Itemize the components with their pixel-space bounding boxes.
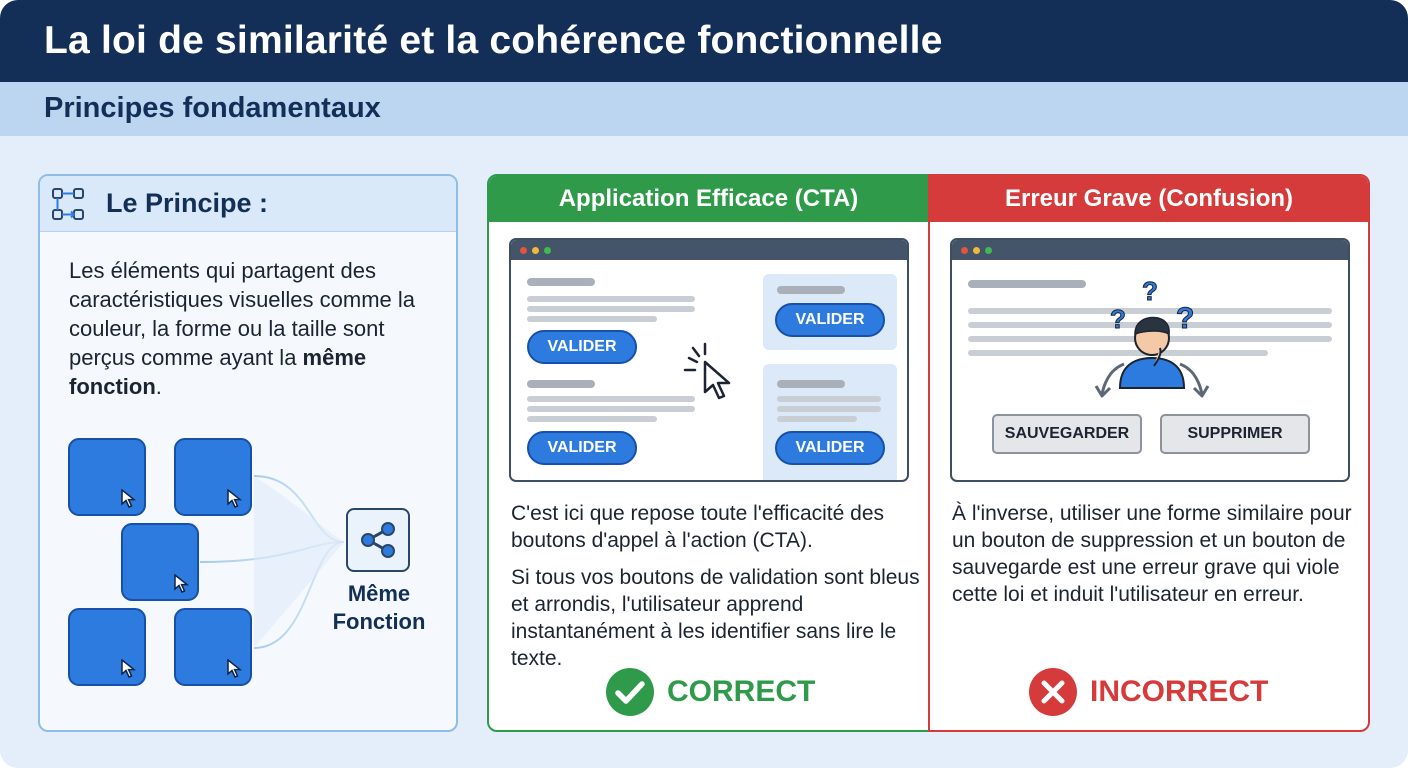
correct-paragraph-2: Si tous vos boutons de validation sont bleus et arrondis, l'utilisateur apprend instantanément à les identifier sans lire le texte. xyxy=(511,566,920,670)
blue-square xyxy=(68,608,146,686)
browser-titlebar xyxy=(952,240,1348,260)
correct-header: Application Efficace (CTA) xyxy=(489,176,928,222)
text-placeholder xyxy=(527,306,695,312)
text-placeholder xyxy=(527,278,595,286)
close-dot xyxy=(520,247,527,254)
blue-square xyxy=(174,438,252,516)
correct-paragraph-1: C'est ici que repose toute l'efficacité des boutons d'appel à l'action (CTA). xyxy=(511,502,885,552)
cursor-icon xyxy=(120,489,138,509)
delete-button[interactable]: SUPPRIMER xyxy=(1160,414,1310,454)
page-subtitle: Principes fondamentaux xyxy=(44,92,381,124)
correct-verdict xyxy=(605,666,815,718)
browser-titlebar xyxy=(511,240,907,260)
title-bar xyxy=(0,0,1408,82)
page-title: La loi de similarité et la cohérence fonctionnelle xyxy=(44,19,943,62)
cursor-icon xyxy=(120,659,138,679)
blue-square xyxy=(121,523,199,601)
principle-title: Le Principe : xyxy=(106,188,269,218)
question-mark: ? xyxy=(1176,302,1195,335)
click-cursor-icon xyxy=(681,340,747,406)
cursor-icon xyxy=(226,489,244,509)
incorrect-column xyxy=(928,174,1370,732)
close-dot xyxy=(961,247,968,254)
same-function-label: Même Fonction xyxy=(332,581,426,634)
incorrect-label: INCORRECT xyxy=(1090,675,1269,708)
question-mark: ? xyxy=(1110,304,1126,334)
browser-mockup-correct xyxy=(509,238,909,482)
browser-mockup-incorrect xyxy=(950,238,1350,482)
principle-card xyxy=(38,174,458,732)
blue-square xyxy=(174,608,252,686)
cursor-icon xyxy=(226,659,244,679)
subtitle-bar xyxy=(0,82,1408,136)
save-button[interactable]: SAUVEGARDER xyxy=(992,414,1142,454)
principle-text-bold: même fonction xyxy=(69,345,367,399)
correct-column xyxy=(487,174,930,732)
text-placeholder xyxy=(527,316,657,322)
share-icon xyxy=(348,510,408,570)
maximize-dot xyxy=(544,247,551,254)
confused-user-icon xyxy=(1062,268,1242,418)
minimize-dot xyxy=(532,247,539,254)
validate-button[interactable]: VALIDER xyxy=(775,303,885,337)
maximize-dot xyxy=(985,247,992,254)
text-placeholder xyxy=(527,406,695,412)
text-placeholder xyxy=(527,380,595,388)
check-icon xyxy=(605,667,655,717)
principle-text: Les éléments qui partagent des caractéristiques visuelles comme la couleur, la forme ou la taille sont perçus comme ayant la même fonction. xyxy=(69,258,416,399)
text-placeholder xyxy=(777,380,845,388)
question-mark: ? xyxy=(1142,276,1158,306)
minimize-dot xyxy=(973,247,980,254)
text-placeholder xyxy=(777,406,881,412)
text-placeholder xyxy=(527,296,695,302)
cross-icon xyxy=(1028,667,1078,717)
comparison-panel xyxy=(487,174,1370,732)
validate-button[interactable]: VALIDER xyxy=(527,330,637,364)
blue-square xyxy=(68,438,146,516)
text-placeholder xyxy=(777,396,881,402)
text-placeholder xyxy=(527,396,695,402)
incorrect-header: Erreur Grave (Confusion) xyxy=(930,176,1368,222)
incorrect-paragraph: À l'inverse, utiliser une forme similaire pour un bouton de suppression et un bouton de sauvegarde est une erreur grave qui viole cette loi et induit l'utilisateur en erreur. xyxy=(952,502,1352,606)
text-placeholder xyxy=(777,416,857,422)
validate-button[interactable]: VALIDER xyxy=(775,431,885,465)
validate-button[interactable]: VALIDER xyxy=(527,431,637,465)
share-icon-box xyxy=(346,508,410,572)
text-placeholder xyxy=(777,286,845,294)
incorrect-verdict xyxy=(1028,666,1268,718)
correct-label: CORRECT xyxy=(667,675,816,708)
text-placeholder xyxy=(527,416,657,422)
cursor-icon xyxy=(173,574,191,594)
